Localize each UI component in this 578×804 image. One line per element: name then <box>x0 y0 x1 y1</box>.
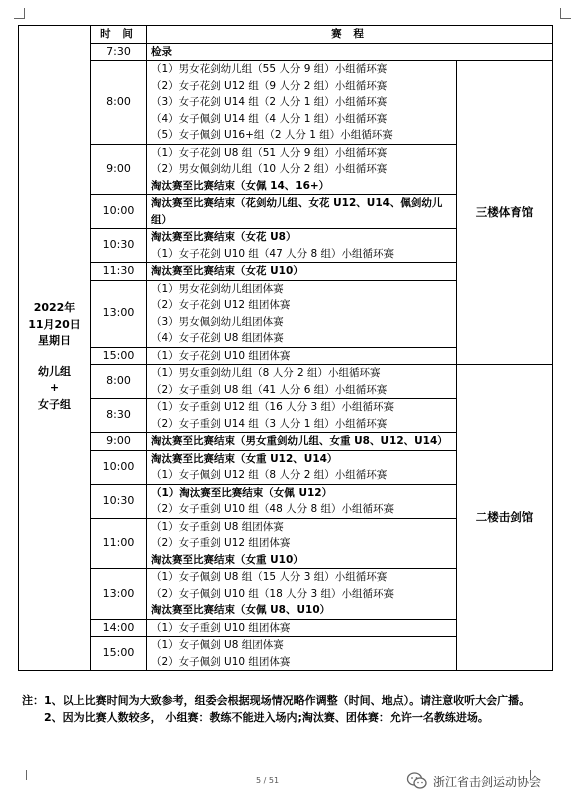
event-line: 检录 <box>151 45 172 58</box>
events-cell <box>147 43 553 61</box>
event-line: 淘汰赛至比赛结束（女佩 14、16+） <box>151 179 330 192</box>
events-cell <box>147 484 457 518</box>
venue-cell-hall2: 二楼击剑馆 <box>457 365 553 671</box>
events-cell <box>147 637 457 671</box>
event-line: （1）女子佩剑 U8 组（15 人分 3 组）小组循环赛 <box>151 571 388 583</box>
time-cell: 11:30 <box>91 263 147 281</box>
event-line: （1）男女花剑幼儿组团体赛 <box>151 282 284 295</box>
event-line: 淘汰赛至比赛结束（花剑幼儿组、女花 U12、U14、佩剑幼儿组） <box>151 197 443 226</box>
event-line: （2）女子佩剑 U10 组（18 人分 3 组）小组循环赛 <box>151 587 394 600</box>
event-line: （4）女子佩剑 U14 组（4 人分 1 组）小组循环赛 <box>151 112 388 125</box>
wechat-icon <box>406 771 428 791</box>
event-line: 淘汰赛至比赛结束（女重 U10） <box>151 553 304 566</box>
event-line: （1）女子重剑 U12 组（16 人分 3 组）小组循环赛 <box>151 401 394 413</box>
event-line: （1）女子重剑 U10 组团体赛 <box>151 621 291 634</box>
footnote <box>22 692 544 726</box>
time-cell: 8:00 <box>91 365 147 399</box>
event-line: （2）女子重剑 U12 组团体赛 <box>151 537 291 549</box>
venue-cell-hall3: 三楼体育馆 <box>457 61 553 365</box>
event-line: （1）淘汰赛至比赛结束（女佩 U12） <box>151 486 333 499</box>
events-cell <box>147 229 457 263</box>
schedule-table <box>18 25 553 671</box>
event-line: （2）女子花剑 U12 组团体赛 <box>151 299 291 311</box>
event-line: （3）男女佩剑幼儿组团体赛 <box>151 315 284 328</box>
time-cell: 8:00 <box>91 61 147 145</box>
date-line5: + <box>49 381 60 394</box>
event-line: 淘汰赛至比赛结束（女花 U8） <box>151 231 297 243</box>
events-cell <box>147 263 457 281</box>
events-cell <box>147 399 457 433</box>
date-line6: 女子组 <box>38 397 71 411</box>
event-line: 淘汰赛至比赛结束（女重 U12、U14） <box>151 452 338 465</box>
events-cell <box>147 450 457 484</box>
date-line1: 2022年 <box>33 301 76 314</box>
event-line: 淘汰赛至比赛结束（男女重剑幼儿组、女重 U8、U12、U14） <box>151 435 448 447</box>
schedule-row <box>19 61 553 145</box>
events-cell <box>147 347 457 365</box>
event-line: （2）女子重剑 U10 组（48 人分 8 组）小组循环赛 <box>151 503 394 515</box>
time-cell: 8:30 <box>91 399 147 433</box>
time-cell: 10:30 <box>91 484 147 518</box>
events-cell <box>147 518 457 569</box>
schedule-row <box>19 365 553 399</box>
events-cell <box>147 61 457 145</box>
header-events: 赛 程 <box>147 26 553 44</box>
events-cell <box>147 619 457 637</box>
event-line: （1）女子花剑 U10 组团体赛 <box>151 349 291 362</box>
time-cell: 10:00 <box>91 450 147 484</box>
footnote-text: 1、以上比赛时间为大致参考，组委会根据现场情况略作调整（时间、地点）。请注意收听大会广播。2、因为比赛人数较多， 小组赛：教练不能进入场内;淘汰赛、团体赛：允许一名教练进场。 <box>44 694 531 724</box>
event-line: （1）女子佩剑 U12 组（8 人分 2 组）小组循环赛 <box>151 469 388 481</box>
time-cell: 15:00 <box>91 347 147 365</box>
time-cell: 13:00 <box>91 569 147 620</box>
event-line: （2）男女佩剑幼儿组（10 人分 2 组）小组循环赛 <box>151 163 388 175</box>
header-blank-cell <box>19 26 91 44</box>
date-group-cell <box>19 43 91 671</box>
event-line: （1）女子花剑 U10 组（47 人分 8 组）小组循环赛 <box>151 247 394 260</box>
event-line: （2）女子花剑 U12 组（9 人分 2 组）小组循环赛 <box>151 79 388 92</box>
event-line: （1）女子佩剑 U8 组团体赛 <box>151 639 284 651</box>
time-cell: 10:30 <box>91 229 147 263</box>
watermark <box>406 770 541 792</box>
time-cell: 15:00 <box>91 637 147 671</box>
events-cell <box>147 144 457 195</box>
time-cell: 11:00 <box>91 518 147 569</box>
time-cell: 9:00 <box>91 144 147 195</box>
date-line3: 星期日 <box>38 334 71 347</box>
event-line: 淘汰赛至比赛结束（女花 U10） <box>151 265 304 277</box>
event-line: （2）女子重剑 U14 组（3 人分 1 组）小组循环赛 <box>151 417 388 430</box>
time-cell: 9:00 <box>91 433 147 451</box>
watermark-text: 浙江省击剑运动协会 <box>433 774 542 789</box>
event-line: （1）女子重剑 U8 组团体赛 <box>151 520 284 533</box>
header-time: 时 间 <box>91 26 147 44</box>
event-line: （4）女子花剑 U8 组团体赛 <box>151 332 284 344</box>
header-row <box>19 26 553 44</box>
schedule-row <box>19 43 553 61</box>
event-line: （2）女子佩剑 U10 组团体赛 <box>151 655 291 668</box>
crop-mark-top-right <box>560 8 571 19</box>
time-cell: 13:00 <box>91 280 147 347</box>
crop-mark-top-left <box>14 8 25 19</box>
date-line4: 幼儿组 <box>38 364 71 378</box>
time-cell: 7:30 <box>91 43 147 61</box>
event-line: （1）女子花剑 U8 组（51 人分 9 组）小组循环赛 <box>151 146 388 159</box>
events-cell <box>147 280 457 347</box>
time-cell: 10:00 <box>91 195 147 229</box>
crop-mark-bottom-left <box>26 770 37 780</box>
event-line: （3）女子花剑 U14 组（2 人分 1 组）小组循环赛 <box>151 96 388 108</box>
events-cell <box>147 569 457 620</box>
events-cell <box>147 365 457 399</box>
event-line: （2）女子重剑 U8 组（41 人分 6 组）小组循环赛 <box>151 383 388 396</box>
event-line: 淘汰赛至比赛结束（女佩 U8、U10） <box>151 604 331 616</box>
date-line2: 11月20日 <box>28 317 81 331</box>
events-cell <box>147 433 457 451</box>
footnote-label: 注： <box>22 694 44 707</box>
events-cell <box>147 195 457 229</box>
page-number: 5 / 51 <box>256 776 280 785</box>
event-line: （1）男女花剑幼儿组（55 人分 9 组）小组循环赛 <box>151 63 388 75</box>
time-cell: 14:00 <box>91 619 147 637</box>
event-line: （5）女子佩剑 U16+组（2 人分 1 组）小组循环赛 <box>151 129 393 141</box>
event-line: （1）男女重剑幼儿组（8 人分 2 组）小组循环赛 <box>151 367 381 379</box>
